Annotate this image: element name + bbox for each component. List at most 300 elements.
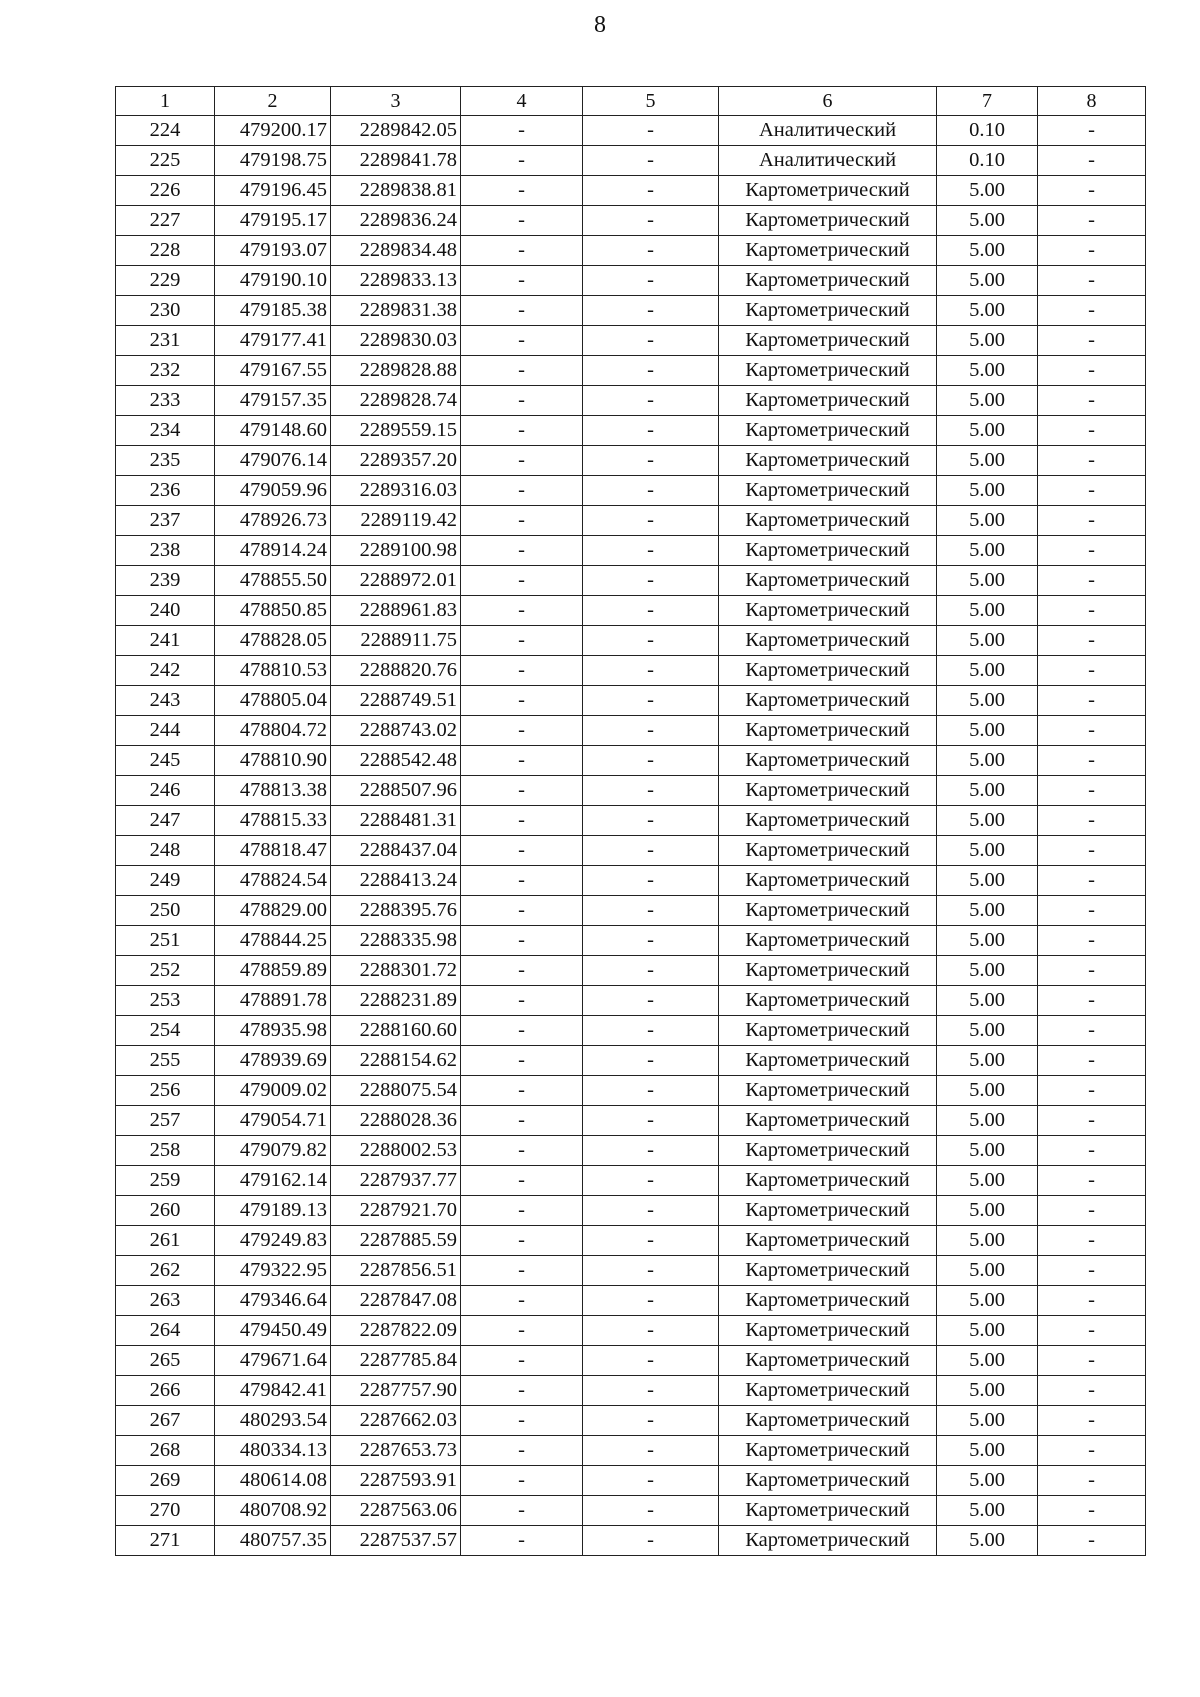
table-row xyxy=(116,776,1146,806)
table-row xyxy=(116,326,1146,356)
cell-col-8: - xyxy=(1038,1136,1146,1166)
cell-col-5: - xyxy=(583,416,719,446)
cell-method: Картометрический xyxy=(719,506,937,536)
cell-col-8: - xyxy=(1038,1256,1146,1286)
cell-method: Картометрический xyxy=(719,356,937,386)
cell-y-coordinate: 2288820.76 xyxy=(331,656,461,686)
cell-x-coordinate: 479009.02 xyxy=(215,1076,331,1106)
cell-y-coordinate: 2289834.48 xyxy=(331,236,461,266)
cell-x-coordinate: 478935.98 xyxy=(215,1016,331,1046)
cell-col-5: - xyxy=(583,266,719,296)
cell-accuracy: 5.00 xyxy=(937,1076,1038,1106)
cell-y-coordinate: 2287537.57 xyxy=(331,1526,461,1556)
cell-col-5: - xyxy=(583,686,719,716)
table-row xyxy=(116,1466,1146,1496)
cell-method: Картометрический xyxy=(719,746,937,776)
cell-method: Картометрический xyxy=(719,1256,937,1286)
cell-col-8: - xyxy=(1038,806,1146,836)
cell-col-5: - xyxy=(583,1466,719,1496)
cell-point-number: 235 xyxy=(116,446,215,476)
cell-y-coordinate: 2287662.03 xyxy=(331,1406,461,1436)
cell-col-4: - xyxy=(461,1436,583,1466)
column-header-5: 5 xyxy=(583,87,719,116)
cell-point-number: 262 xyxy=(116,1256,215,1286)
cell-col-8: - xyxy=(1038,476,1146,506)
cell-col-4: - xyxy=(461,926,583,956)
cell-accuracy: 5.00 xyxy=(937,386,1038,416)
cell-col-5: - xyxy=(583,1076,719,1106)
cell-col-8: - xyxy=(1038,116,1146,146)
cell-col-4: - xyxy=(461,236,583,266)
cell-col-4: - xyxy=(461,596,583,626)
cell-accuracy: 5.00 xyxy=(937,596,1038,626)
cell-y-coordinate: 2288542.48 xyxy=(331,746,461,776)
cell-accuracy: 0.10 xyxy=(937,146,1038,176)
cell-x-coordinate: 479200.17 xyxy=(215,116,331,146)
cell-point-number: 244 xyxy=(116,716,215,746)
cell-col-5: - xyxy=(583,1346,719,1376)
cell-col-8: - xyxy=(1038,386,1146,416)
cell-method: Картометрический xyxy=(719,926,937,956)
table-row xyxy=(116,896,1146,926)
cell-accuracy: 5.00 xyxy=(937,926,1038,956)
cell-x-coordinate: 479450.49 xyxy=(215,1316,331,1346)
cell-method: Картометрический xyxy=(719,1316,937,1346)
table-body xyxy=(116,116,1146,1556)
cell-accuracy: 5.00 xyxy=(937,1136,1038,1166)
cell-accuracy: 5.00 xyxy=(937,476,1038,506)
cell-col-8: - xyxy=(1038,1496,1146,1526)
cell-point-number: 238 xyxy=(116,536,215,566)
cell-col-5: - xyxy=(583,926,719,956)
table-row xyxy=(116,1496,1146,1526)
cell-y-coordinate: 2288335.98 xyxy=(331,926,461,956)
cell-point-number: 270 xyxy=(116,1496,215,1526)
cell-col-5: - xyxy=(583,206,719,236)
cell-col-8: - xyxy=(1038,1166,1146,1196)
cell-col-5: - xyxy=(583,1376,719,1406)
cell-y-coordinate: 2288437.04 xyxy=(331,836,461,866)
cell-accuracy: 5.00 xyxy=(937,206,1038,236)
cell-point-number: 251 xyxy=(116,926,215,956)
cell-col-4: - xyxy=(461,1076,583,1106)
cell-accuracy: 5.00 xyxy=(937,956,1038,986)
cell-accuracy: 5.00 xyxy=(937,806,1038,836)
cell-col-8: - xyxy=(1038,1286,1146,1316)
cell-col-5: - xyxy=(583,1316,719,1346)
cell-col-8: - xyxy=(1038,956,1146,986)
cell-col-8: - xyxy=(1038,236,1146,266)
cell-col-4: - xyxy=(461,146,583,176)
cell-point-number: 245 xyxy=(116,746,215,776)
table-row xyxy=(116,686,1146,716)
cell-col-8: - xyxy=(1038,1376,1146,1406)
column-header-6: 6 xyxy=(719,87,937,116)
cell-point-number: 267 xyxy=(116,1406,215,1436)
cell-accuracy: 5.00 xyxy=(937,266,1038,296)
cell-col-4: - xyxy=(461,296,583,326)
table-row xyxy=(116,176,1146,206)
cell-method: Картометрический xyxy=(719,596,937,626)
cell-col-4: - xyxy=(461,956,583,986)
cell-accuracy: 5.00 xyxy=(937,896,1038,926)
cell-accuracy: 5.00 xyxy=(937,1406,1038,1436)
cell-x-coordinate: 478818.47 xyxy=(215,836,331,866)
cell-method: Картометрический xyxy=(719,296,937,326)
cell-y-coordinate: 2289833.13 xyxy=(331,266,461,296)
cell-y-coordinate: 2289836.24 xyxy=(331,206,461,236)
cell-col-5: - xyxy=(583,656,719,686)
cell-col-4: - xyxy=(461,176,583,206)
cell-col-5: - xyxy=(583,536,719,566)
cell-col-4: - xyxy=(461,536,583,566)
cell-col-4: - xyxy=(461,656,583,686)
cell-y-coordinate: 2287921.70 xyxy=(331,1196,461,1226)
cell-col-5: - xyxy=(583,1166,719,1196)
cell-point-number: 228 xyxy=(116,236,215,266)
cell-col-4: - xyxy=(461,1226,583,1256)
cell-point-number: 253 xyxy=(116,986,215,1016)
cell-point-number: 252 xyxy=(116,956,215,986)
cell-accuracy: 5.00 xyxy=(937,1316,1038,1346)
cell-col-8: - xyxy=(1038,1526,1146,1556)
cell-col-5: - xyxy=(583,176,719,206)
cell-col-4: - xyxy=(461,566,583,596)
cell-col-5: - xyxy=(583,1226,719,1256)
table-row xyxy=(116,476,1146,506)
cell-y-coordinate: 2287785.84 xyxy=(331,1346,461,1376)
cell-method: Картометрический xyxy=(719,1376,937,1406)
cell-col-4: - xyxy=(461,416,583,446)
cell-accuracy: 5.00 xyxy=(937,626,1038,656)
cell-col-5: - xyxy=(583,296,719,326)
cell-x-coordinate: 479195.17 xyxy=(215,206,331,236)
cell-accuracy: 5.00 xyxy=(937,506,1038,536)
table-row xyxy=(116,1046,1146,1076)
cell-x-coordinate: 479059.96 xyxy=(215,476,331,506)
cell-x-coordinate: 479190.10 xyxy=(215,266,331,296)
cell-col-8: - xyxy=(1038,1346,1146,1376)
cell-point-number: 236 xyxy=(116,476,215,506)
cell-method: Картометрический xyxy=(719,236,937,266)
cell-col-8: - xyxy=(1038,266,1146,296)
cell-y-coordinate: 2289842.05 xyxy=(331,116,461,146)
cell-col-4: - xyxy=(461,806,583,836)
cell-point-number: 239 xyxy=(116,566,215,596)
cell-x-coordinate: 478855.50 xyxy=(215,566,331,596)
cell-accuracy: 5.00 xyxy=(937,356,1038,386)
cell-method: Картометрический xyxy=(719,896,937,926)
cell-col-8: - xyxy=(1038,146,1146,176)
table-row xyxy=(116,1136,1146,1166)
cell-col-8: - xyxy=(1038,926,1146,956)
cell-col-4: - xyxy=(461,1316,583,1346)
cell-x-coordinate: 478810.53 xyxy=(215,656,331,686)
cell-col-5: - xyxy=(583,896,719,926)
cell-x-coordinate: 478813.38 xyxy=(215,776,331,806)
cell-y-coordinate: 2289559.15 xyxy=(331,416,461,446)
table-row xyxy=(116,1316,1146,1346)
table-row xyxy=(116,1256,1146,1286)
cell-col-8: - xyxy=(1038,746,1146,776)
cell-y-coordinate: 2288002.53 xyxy=(331,1136,461,1166)
cell-point-number: 233 xyxy=(116,386,215,416)
cell-accuracy: 5.00 xyxy=(937,566,1038,596)
cell-point-number: 269 xyxy=(116,1466,215,1496)
cell-point-number: 234 xyxy=(116,416,215,446)
cell-col-8: - xyxy=(1038,776,1146,806)
cell-point-number: 261 xyxy=(116,1226,215,1256)
cell-x-coordinate: 478859.89 xyxy=(215,956,331,986)
cell-x-coordinate: 478829.00 xyxy=(215,896,331,926)
cell-col-4: - xyxy=(461,356,583,386)
cell-method: Картометрический xyxy=(719,476,937,506)
cell-method: Картометрический xyxy=(719,1406,937,1436)
cell-col-4: - xyxy=(461,1466,583,1496)
cell-y-coordinate: 2288972.01 xyxy=(331,566,461,596)
cell-x-coordinate: 480708.92 xyxy=(215,1496,331,1526)
cell-x-coordinate: 479185.38 xyxy=(215,296,331,326)
cell-col-5: - xyxy=(583,326,719,356)
cell-col-8: - xyxy=(1038,836,1146,866)
cell-accuracy: 5.00 xyxy=(937,1226,1038,1256)
column-header-3: 3 xyxy=(331,87,461,116)
cell-x-coordinate: 478891.78 xyxy=(215,986,331,1016)
table-row xyxy=(116,1406,1146,1436)
cell-point-number: 263 xyxy=(116,1286,215,1316)
cell-y-coordinate: 2288911.75 xyxy=(331,626,461,656)
cell-x-coordinate: 480757.35 xyxy=(215,1526,331,1556)
cell-col-8: - xyxy=(1038,416,1146,446)
table-row xyxy=(116,1346,1146,1376)
cell-y-coordinate: 2288154.62 xyxy=(331,1046,461,1076)
column-header-2: 2 xyxy=(215,87,331,116)
cell-accuracy: 5.00 xyxy=(937,296,1038,326)
cell-col-4: - xyxy=(461,776,583,806)
cell-col-5: - xyxy=(583,116,719,146)
table-row xyxy=(116,806,1146,836)
cell-accuracy: 5.00 xyxy=(937,236,1038,266)
cell-accuracy: 5.00 xyxy=(937,176,1038,206)
cell-col-8: - xyxy=(1038,536,1146,566)
cell-point-number: 224 xyxy=(116,116,215,146)
cell-accuracy: 5.00 xyxy=(937,716,1038,746)
cell-method: Картометрический xyxy=(719,1136,937,1166)
cell-col-4: - xyxy=(461,1106,583,1136)
cell-x-coordinate: 479167.55 xyxy=(215,356,331,386)
cell-col-4: - xyxy=(461,1376,583,1406)
table-row xyxy=(116,746,1146,776)
cell-point-number: 256 xyxy=(116,1076,215,1106)
cell-col-5: - xyxy=(583,1106,719,1136)
cell-col-4: - xyxy=(461,1136,583,1166)
cell-y-coordinate: 2289841.78 xyxy=(331,146,461,176)
cell-x-coordinate: 479193.07 xyxy=(215,236,331,266)
cell-method: Картометрический xyxy=(719,1166,937,1196)
table-row xyxy=(116,146,1146,176)
cell-point-number: 231 xyxy=(116,326,215,356)
cell-method: Картометрический xyxy=(719,806,937,836)
cell-x-coordinate: 479189.13 xyxy=(215,1196,331,1226)
cell-col-8: - xyxy=(1038,596,1146,626)
cell-accuracy: 5.00 xyxy=(937,986,1038,1016)
table-row xyxy=(116,446,1146,476)
cell-method: Картометрический xyxy=(719,176,937,206)
cell-accuracy: 5.00 xyxy=(937,656,1038,686)
cell-col-8: - xyxy=(1038,1466,1146,1496)
cell-point-number: 258 xyxy=(116,1136,215,1166)
cell-accuracy: 5.00 xyxy=(937,1376,1038,1406)
cell-x-coordinate: 479157.35 xyxy=(215,386,331,416)
cell-col-5: - xyxy=(583,356,719,386)
table-row xyxy=(116,926,1146,956)
table-row xyxy=(116,116,1146,146)
cell-method: Картометрический xyxy=(719,326,937,356)
cell-col-5: - xyxy=(583,1286,719,1316)
cell-accuracy: 5.00 xyxy=(937,1196,1038,1226)
cell-method: Картометрический xyxy=(719,626,937,656)
cell-method: Картометрический xyxy=(719,1016,937,1046)
table-row xyxy=(116,1526,1146,1556)
table-row xyxy=(116,656,1146,686)
cell-col-5: - xyxy=(583,1526,719,1556)
cell-x-coordinate: 478804.72 xyxy=(215,716,331,746)
cell-method: Картометрический xyxy=(719,776,937,806)
cell-col-4: - xyxy=(461,1016,583,1046)
cell-x-coordinate: 479322.95 xyxy=(215,1256,331,1286)
cell-y-coordinate: 2288231.89 xyxy=(331,986,461,1016)
cell-col-8: - xyxy=(1038,896,1146,926)
cell-col-5: - xyxy=(583,1436,719,1466)
cell-method: Картометрический xyxy=(719,1076,937,1106)
cell-col-8: - xyxy=(1038,356,1146,386)
cell-col-5: - xyxy=(583,746,719,776)
table-row xyxy=(116,566,1146,596)
cell-col-4: - xyxy=(461,1496,583,1526)
cell-col-8: - xyxy=(1038,686,1146,716)
cell-col-5: - xyxy=(583,476,719,506)
cell-accuracy: 5.00 xyxy=(937,836,1038,866)
cell-y-coordinate: 2288160.60 xyxy=(331,1016,461,1046)
cell-col-5: - xyxy=(583,1406,719,1436)
cell-col-5: - xyxy=(583,716,719,746)
cell-col-5: - xyxy=(583,1136,719,1166)
cell-point-number: 237 xyxy=(116,506,215,536)
cell-y-coordinate: 2288749.51 xyxy=(331,686,461,716)
cell-method: Аналитический xyxy=(719,146,937,176)
cell-col-4: - xyxy=(461,746,583,776)
cell-method: Картометрический xyxy=(719,1226,937,1256)
cell-y-coordinate: 2288301.72 xyxy=(331,956,461,986)
cell-point-number: 242 xyxy=(116,656,215,686)
cell-col-8: - xyxy=(1038,1076,1146,1106)
table-header-row xyxy=(116,87,1146,116)
table-row xyxy=(116,1016,1146,1046)
cell-method: Картометрический xyxy=(719,1046,937,1076)
cell-point-number: 266 xyxy=(116,1376,215,1406)
cell-col-8: - xyxy=(1038,446,1146,476)
table-row xyxy=(116,596,1146,626)
cell-point-number: 230 xyxy=(116,296,215,326)
cell-y-coordinate: 2287937.77 xyxy=(331,1166,461,1196)
cell-method: Картометрический xyxy=(719,206,937,236)
cell-col-5: - xyxy=(583,1196,719,1226)
cell-col-4: - xyxy=(461,1196,583,1226)
table-row xyxy=(116,1196,1146,1226)
cell-x-coordinate: 478939.69 xyxy=(215,1046,331,1076)
cell-col-8: - xyxy=(1038,296,1146,326)
cell-col-4: - xyxy=(461,1256,583,1286)
cell-y-coordinate: 2289316.03 xyxy=(331,476,461,506)
cell-y-coordinate: 2288028.36 xyxy=(331,1106,461,1136)
cell-point-number: 260 xyxy=(116,1196,215,1226)
cell-method: Картометрический xyxy=(719,686,937,716)
cell-accuracy: 5.00 xyxy=(937,1286,1038,1316)
cell-col-5: - xyxy=(583,566,719,596)
cell-y-coordinate: 2289828.74 xyxy=(331,386,461,416)
cell-x-coordinate: 478828.05 xyxy=(215,626,331,656)
cell-point-number: 246 xyxy=(116,776,215,806)
cell-y-coordinate: 2289838.81 xyxy=(331,176,461,206)
cell-accuracy: 5.00 xyxy=(937,776,1038,806)
table-row xyxy=(116,866,1146,896)
cell-y-coordinate: 2289100.98 xyxy=(331,536,461,566)
cell-y-coordinate: 2287885.59 xyxy=(331,1226,461,1256)
cell-col-8: - xyxy=(1038,716,1146,746)
cell-point-number: 257 xyxy=(116,1106,215,1136)
cell-y-coordinate: 2287847.08 xyxy=(331,1286,461,1316)
column-header-1: 1 xyxy=(116,87,215,116)
cell-point-number: 271 xyxy=(116,1526,215,1556)
cell-col-5: - xyxy=(583,836,719,866)
cell-point-number: 268 xyxy=(116,1436,215,1466)
cell-point-number: 240 xyxy=(116,596,215,626)
cell-col-8: - xyxy=(1038,566,1146,596)
cell-col-4: - xyxy=(461,866,583,896)
cell-y-coordinate: 2288481.31 xyxy=(331,806,461,836)
cell-y-coordinate: 2289830.03 xyxy=(331,326,461,356)
cell-method: Картометрический xyxy=(719,1106,937,1136)
cell-accuracy: 5.00 xyxy=(937,1106,1038,1136)
table-row xyxy=(116,956,1146,986)
cell-col-4: - xyxy=(461,116,583,146)
cell-method: Картометрический xyxy=(719,1346,937,1376)
cell-col-8: - xyxy=(1038,1406,1146,1436)
cell-accuracy: 5.00 xyxy=(937,1016,1038,1046)
cell-point-number: 232 xyxy=(116,356,215,386)
cell-x-coordinate: 479148.60 xyxy=(215,416,331,446)
table-row xyxy=(116,1376,1146,1406)
cell-col-4: - xyxy=(461,326,583,356)
cell-accuracy: 5.00 xyxy=(937,536,1038,566)
table-row xyxy=(116,1436,1146,1466)
cell-y-coordinate: 2288413.24 xyxy=(331,866,461,896)
cell-method: Картометрический xyxy=(719,1466,937,1496)
cell-method: Картометрический xyxy=(719,986,937,1016)
cell-x-coordinate: 479177.41 xyxy=(215,326,331,356)
cell-x-coordinate: 479196.45 xyxy=(215,176,331,206)
cell-col-5: - xyxy=(583,446,719,476)
cell-accuracy: 5.00 xyxy=(937,1256,1038,1286)
table-row xyxy=(116,236,1146,266)
cell-col-8: - xyxy=(1038,1196,1146,1226)
cell-x-coordinate: 478810.90 xyxy=(215,746,331,776)
cell-x-coordinate: 479671.64 xyxy=(215,1346,331,1376)
table-row xyxy=(116,626,1146,656)
table-row xyxy=(116,356,1146,386)
cell-col-5: - xyxy=(583,146,719,176)
cell-col-8: - xyxy=(1038,1016,1146,1046)
